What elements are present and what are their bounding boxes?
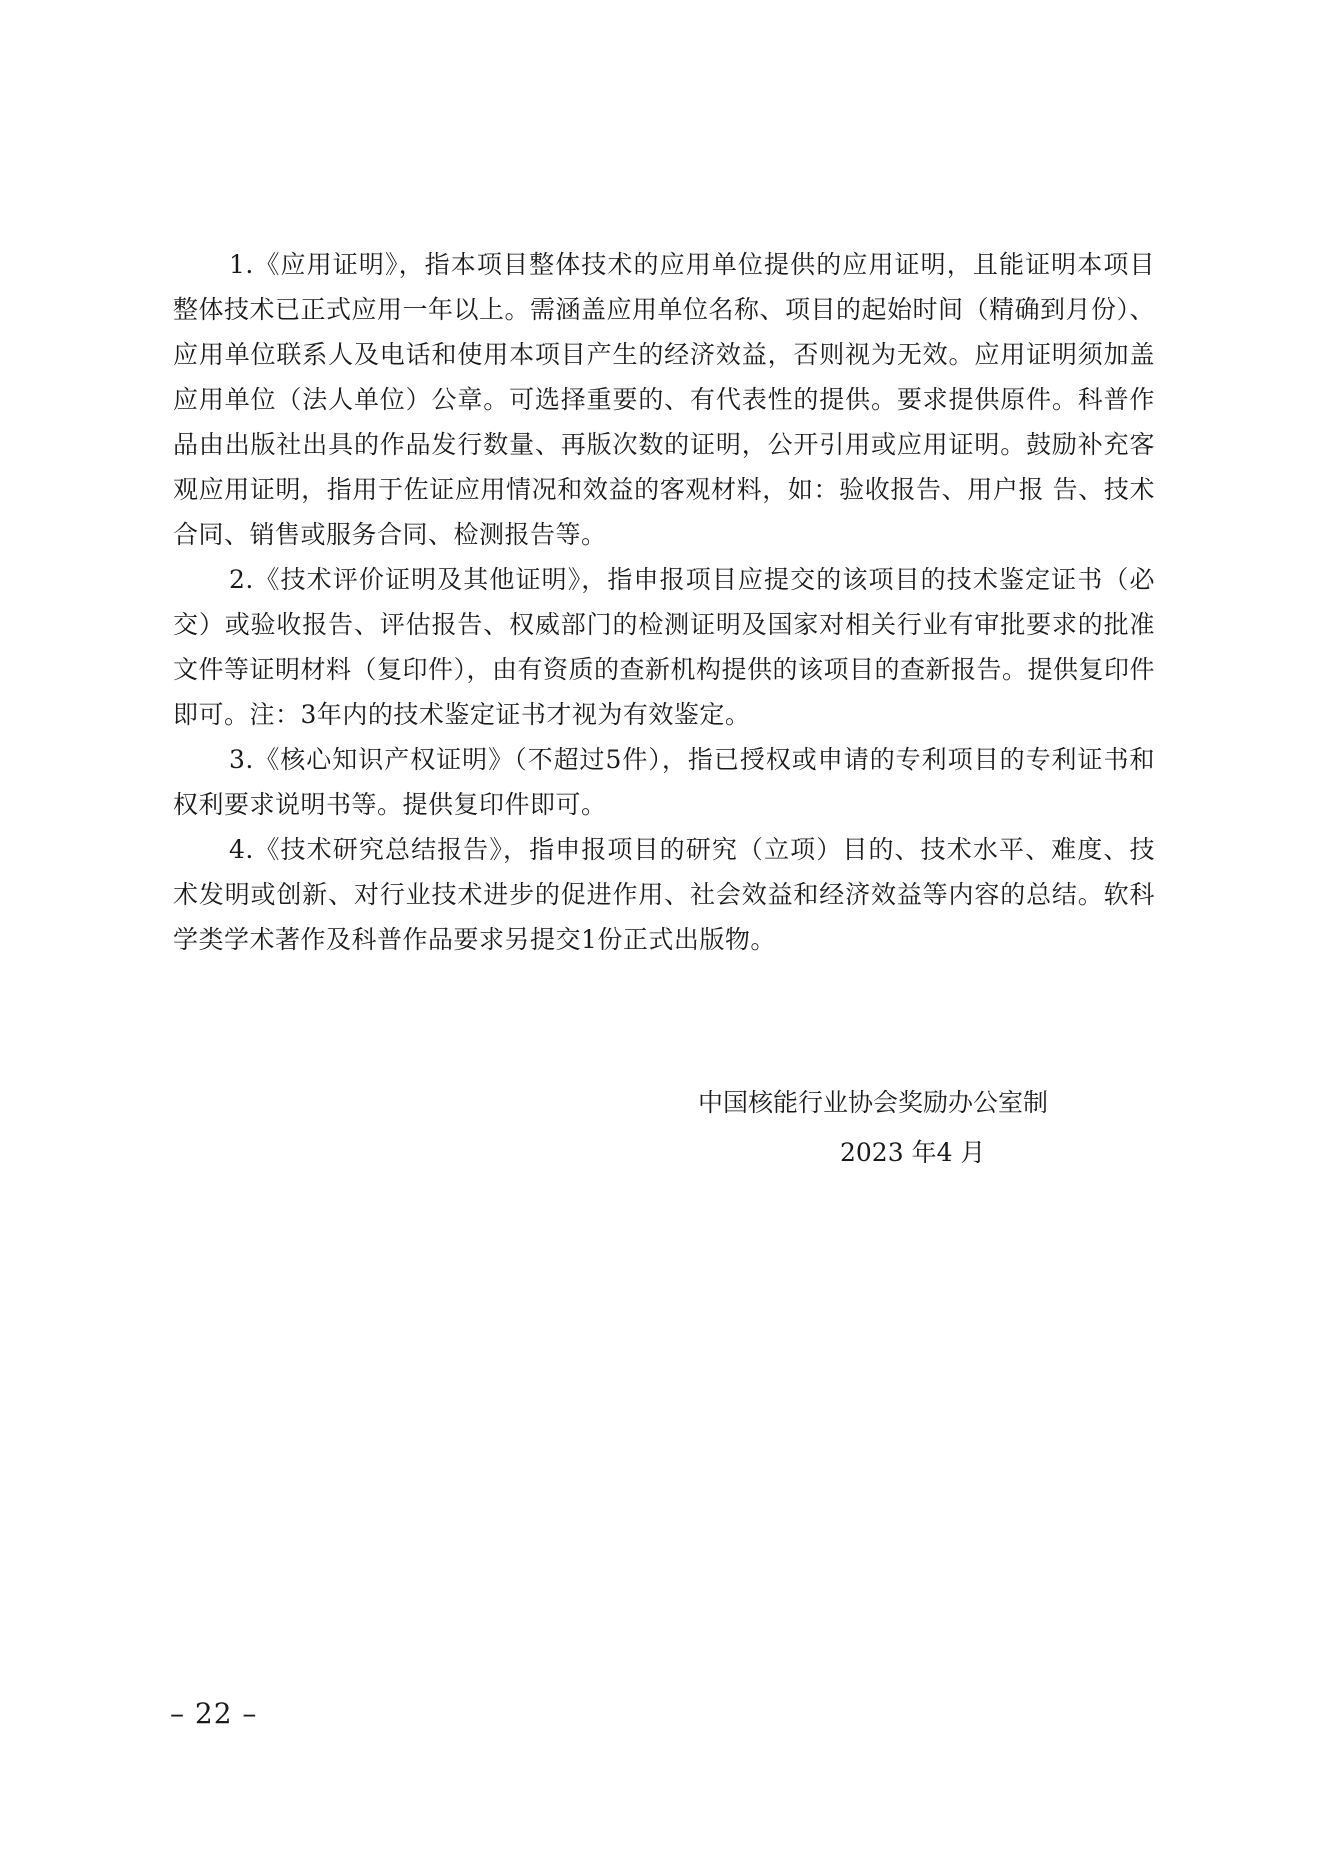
signature-date: 2023 年4 月 — [840, 1138, 986, 1167]
paragraph-application-proof: 1.《应用证明》，指本项目整体技术的应用单位提供的应用证明，且能证明本项目整体技术已正式应用一年以上。需涵盖应用单位名称、项目的起始时间（精确到月份）、应用单位联系人及电话和使用本项目产生的经济效益，否则视为无效。应用证明须加盖应用单位（法人单位）公章。可选择重要的、有代表性的提供。要求提供原件。科普作品由出版社出具的作品发行数量、再版次数的证明，公开引用或应用证明。鼓励补充客观应用证明，指用于佐证应用情况和效益的客观材料，如：验收报告、用户报 告、技术合同、销售或服务合同、检测报告等。 — [173, 250, 1156, 549]
page-number: – 22 – — [170, 1697, 258, 1730]
paragraph-core-ip-proof: 3.《核心知识产权证明》（不超过5件），指已授权或申请的专利项目的专利证书和权利要求说明书等。提供复印件即可。 — [173, 745, 1155, 819]
signature-block — [690, 1078, 1110, 1178]
paragraph-research-summary-report: 4.《技术研究总结报告》，指申报项目的研究（立项）目的、技术水平、难度、技术发明或创新、对行业技术进步的促进作用、社会效益和经济效益等内容的总结。软科学类学术著作及科普作品要求另提交1份正式出版物。 — [173, 835, 1155, 954]
signature-organization: 中国核能行业协会奖励办公室制 — [698, 1088, 1049, 1117]
paragraph-technical-evaluation-proof: 2.《技术评价证明及其他证明》，指申报项目应提交的该项目的技术鉴定证书（必交）或验收报告、评估报告、权威部门的检测证明及国家对相关行业有审批要求的批准文件等证明材料（复印件），由有资质的查新机构提供的该项目的查新报告。提供复印件即可。注：3年内的技术鉴定证书才视为有效鉴定。 — [173, 565, 1156, 729]
body-text — [173, 242, 1155, 962]
